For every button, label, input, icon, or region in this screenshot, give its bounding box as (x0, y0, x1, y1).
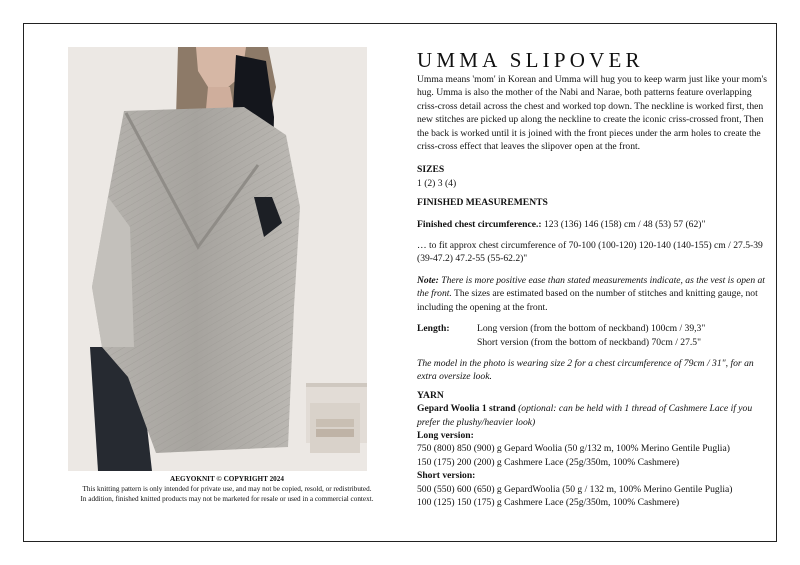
chest-value: 123 (136) 146 (158) cm / 48 (53) 57 (62)" (541, 218, 706, 230)
note-rest: The sizes are estimated based on the number of stitches and knitting gauge, not including the opening at the front. (417, 288, 758, 313)
model-note: The model in the photo is wearing size 2 for a chest circumference of 79cm / 31", for an extra oversize look. (417, 357, 754, 383)
note-italic: There is more positive ease than stated measurements indicate, as the vest is open at the front. (417, 274, 765, 300)
yarn-long-line: 750 (800) 850 (900) g Gepard Woolia (50 g/132 m, 100% Merino Gentile Puglia) (417, 443, 730, 455)
pattern-page (23, 23, 777, 542)
chest-circumference (417, 218, 769, 231)
yarn-heading: YARN (417, 389, 444, 401)
length-label: Length: (417, 323, 450, 335)
model-photo (68, 47, 367, 471)
note-label: Note: (417, 274, 439, 286)
length-short: Short version (from the bottom of neckband) 70cm / 27.5" (477, 336, 701, 348)
yarn-main-option: (optional: can be held with 1 thread of Cashmere Lace if you prefer the plushy/heavier look) (417, 403, 753, 428)
ease-note (417, 274, 769, 314)
yarn-main (417, 402, 769, 429)
yarn-long-line: 150 (175) 200 (200) g Cashmere Lace (25g/350m, 100% Cashmere) (417, 456, 680, 468)
copyright-line: This knitting pattern is only intended for private use, and may not be copied, resold, or redistributed. (82, 485, 372, 493)
copyright-title: AEGYOKNIT © COPYRIGHT 2024 (170, 475, 284, 483)
yarn-long-heading: Long version: (417, 429, 474, 441)
yarn-short-heading: Short version: (417, 470, 476, 482)
sizes-value: 1 (2) 3 (4) (417, 177, 457, 189)
copyright-line: In addition, finished knitted products may not be marketed for resale or used in a commercial context. (80, 495, 374, 503)
pattern-text (417, 48, 769, 509)
length-long: Long version (from the bottom of neckband) 100cm / 39,3" (477, 323, 706, 335)
sizes-heading: SIZES (417, 164, 445, 176)
chest-label: Finished chest circumference.: (417, 218, 542, 230)
finished-measurements-heading: FINISHED MEASUREMENTS (417, 197, 548, 209)
yarn-short-line: 500 (550) 600 (650) g GepardWoolia (50 g / 132 m, 100% Merino Gentile Puglia) (417, 483, 733, 495)
yarn-main-name: Gepard Woolia 1 strand (417, 403, 516, 415)
yarn-short-line: 100 (125) 150 (175) g Cashmere Lace (25g/350m, 100% Cashmere) (417, 496, 680, 508)
intro-paragraph: Umma means 'mom' in Korean and Umma will hug you to keep warm just like your mom's hug. Umma is also the mother of the Nabi and Narae, both patterns feature overlapping criss-cross detail across the chest and worked top down. The neckline is worked first, then new stitches are picked up along the neckline to create the iconic criss-crossed front, Then the back is worked until it is joined with the front pieces under the arm holes to create the criss-cross effect that leaves the slipover open at the front. (417, 74, 767, 153)
length-section (417, 322, 769, 349)
copyright-credits (24, 474, 430, 504)
model-photo-illustration (68, 47, 367, 471)
pattern-title: UMMA SLIPOVER (417, 48, 644, 72)
fit-range: … to fit approx chest circumference of 70-100 (100-120) 120-140 (140-155) cm / 27.5-39 (39-47.2) 47.2-55 (55-62.2)" (417, 240, 763, 265)
